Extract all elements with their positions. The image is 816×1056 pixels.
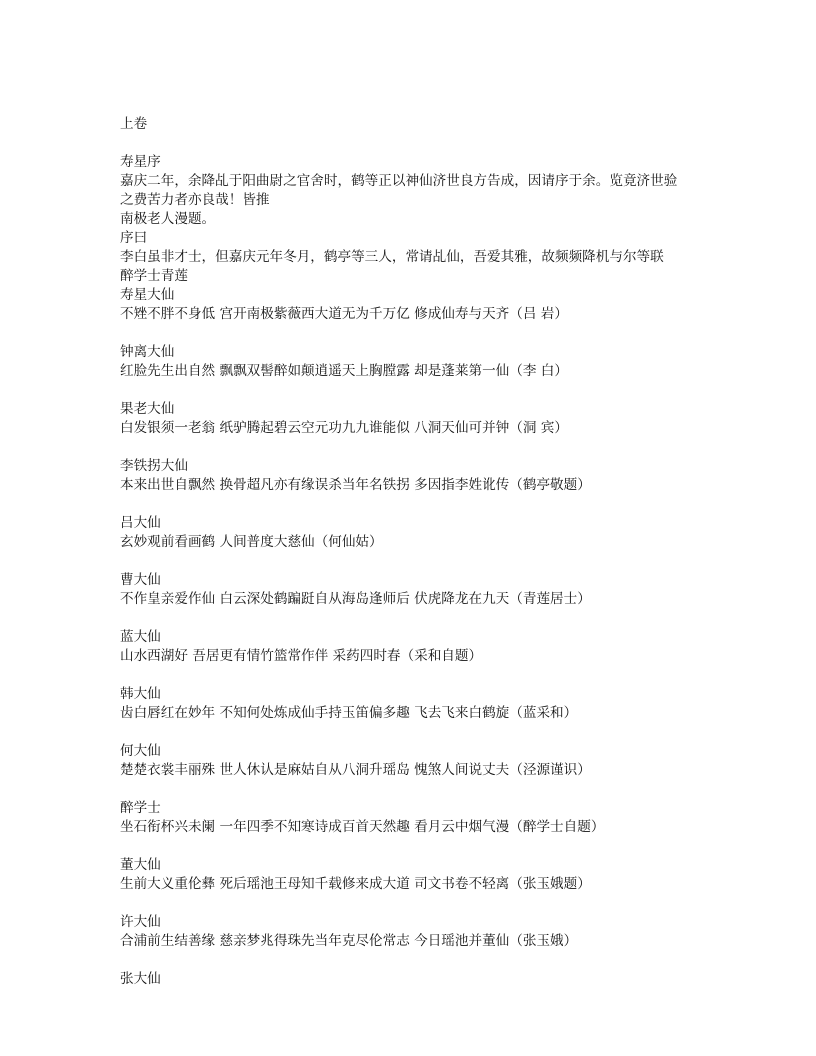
preface2-title: 序曰 (120, 230, 148, 246)
entry-name: 许大仙 (120, 914, 161, 930)
blank-line (120, 837, 677, 856)
entry-name: 李铁拐大仙 (120, 458, 188, 474)
preface-line: 南极老人漫题。 (120, 211, 216, 227)
entry-name: 何大仙 (120, 743, 161, 759)
blank-line (120, 780, 677, 799)
blank-line (120, 324, 677, 343)
entry-name: 吕大仙 (120, 515, 161, 531)
entry-verse: 生前大义重伦彝 死后瑶池王母知千载修来成大道 司文书卷不轻离（张玉娥题） (120, 876, 591, 892)
entry-verse: 齿白唇红在妙年 不知何处炼成仙手持玉笛偏多趣 飞去飞来白鹤旋（蓝采和） (120, 705, 578, 721)
entry-name: 韩大仙 (120, 686, 161, 702)
volume-title: 上卷 (120, 116, 148, 132)
blank-line (120, 723, 677, 742)
entry-name: 蓝大仙 (120, 629, 161, 645)
preface-line: 嘉庆二年，余降乩于阳曲尉之官舍时，鹤等正以神仙济世良方告成，因请序于余。览竟济世验 (120, 173, 678, 189)
blank-line (120, 552, 677, 571)
entry-verse: 玄妙观前看画鹤 人间普度大慈仙（何仙姑） (120, 534, 383, 550)
entry-name: 董大仙 (120, 857, 161, 873)
entry-name: 曹大仙 (120, 572, 161, 588)
entry-name: 钟离大仙 (120, 344, 175, 360)
entry-verse: 不矬不胖不身低 宫开南极紫薇西大道无为千万亿 修成仙寿与天齐（吕 岩） (120, 306, 568, 322)
entry-name: 寿星大仙 (120, 287, 175, 303)
preface2-line: 李白虽非才士，但嘉庆元年冬月，鹤亭等三人，常请乩仙，吾爱其雅，故频频降机与尔等联 (120, 249, 664, 265)
entry-verse: 楚楚衣裳丰丽殊 世人休认是麻姑自从八洞升瑶岛 愧煞人间说丈夫（泾源谨识） (120, 762, 591, 778)
entry-name: 果老大仙 (120, 401, 175, 417)
entry-verse: 合浦前生结善缘 慈亲梦兆得珠先当年克尽伦常志 今日瑶池并董仙（张玉娥） (120, 933, 578, 949)
document-page (120, 115, 677, 989)
blank-line (120, 609, 677, 628)
entry-verse: 红脸先生出自然 飘飘双髻醉如颠逍遥天上胸膛露 却是蓬莱第一仙（李 白） (120, 363, 568, 379)
entry-verse: 不作皇亲爱作仙 白云深处鹤蹁跹自从海岛逢师后 伏虎降龙在九天（青莲居士） (120, 591, 591, 607)
preface-title: 寿星序 (120, 154, 161, 170)
entries-list (120, 286, 677, 989)
entry-verse: 坐石衔杯兴未阑 一年四季不知寒诗成百首天然趣 看月云中烟气漫（醉学士自题） (120, 819, 605, 835)
entry-name: 醉学士 (120, 800, 161, 816)
blank-line (120, 666, 677, 685)
entry-verse: 山水西湖好 吾居更有情竹篮常作伴 采药四时春（采和自题） (120, 648, 483, 664)
blank-line (120, 438, 677, 457)
entry-verse: 白发银须一老翁 纸驴腾起碧云空元功九九谁能似 八洞天仙可并钟（洞 宾） (120, 420, 568, 436)
blank-line (120, 134, 677, 153)
blank-line (120, 495, 677, 514)
preface-line: 之费苦力者亦良哉！皆推 (120, 192, 270, 208)
preface2-line: 醉学士青莲 (120, 268, 188, 284)
blank-line (120, 951, 677, 970)
entry-verse: 本来出世自飘然 换骨超凡亦有缘误杀当年名铁拐 多因指李姓讹传（鹤亭敬题） (120, 477, 591, 493)
blank-line (120, 381, 677, 400)
entry-name: 张大仙 (120, 971, 161, 987)
blank-line (120, 894, 677, 913)
